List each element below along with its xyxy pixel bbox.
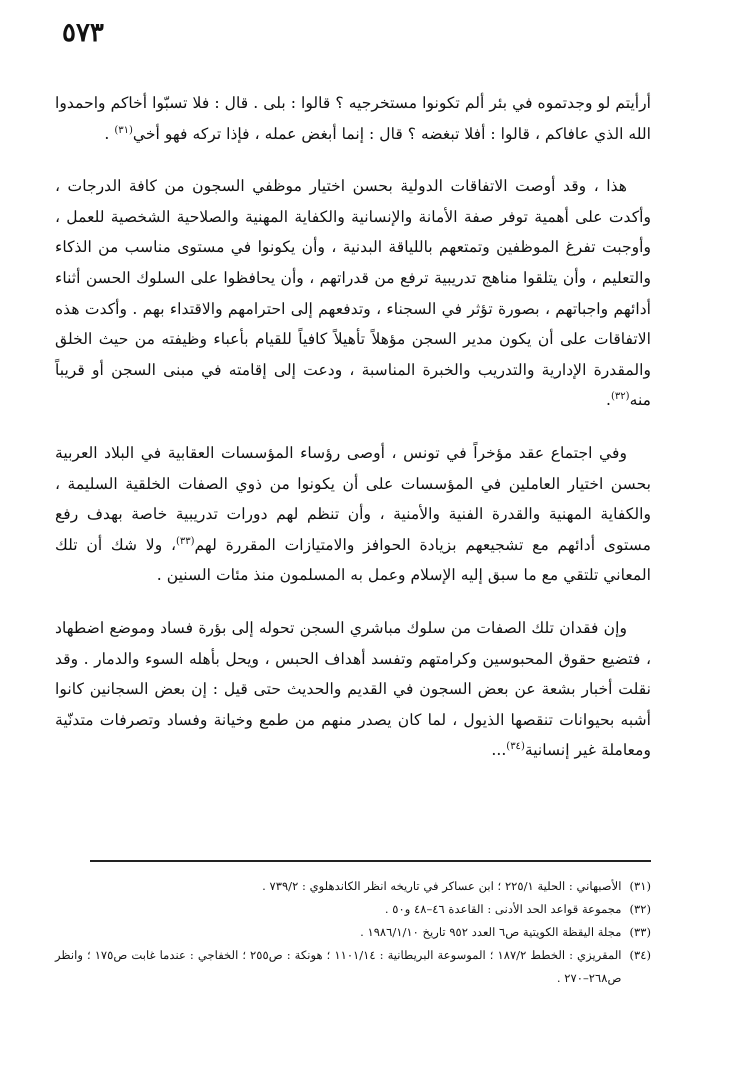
footnote-number: (٣٢)	[629, 902, 651, 916]
footnote-33	[55, 921, 651, 944]
footnote-text: الأصبهاني : الحلية ٢٢٥/١ ؛ ابن عساكر في تاريخه انظر الكاندهلوي : ٧٣٩/٢ .	[262, 879, 622, 893]
footnote-text: مجلة اليقظة الكويتية ص٦ العدد ٩٥٢ تاريخ ١٩٨٦/١/١٠ .	[360, 925, 622, 939]
footnote-number: (٣٣)	[629, 925, 651, 939]
footnote-31	[55, 875, 651, 898]
paragraph-tail: .	[606, 391, 612, 410]
footnote-32	[55, 898, 651, 921]
footnote-text: مجموعة قواعد الحد الأدنى : القاعدة ٤٦–٤٨ و٥٠ .	[384, 902, 622, 916]
paragraph-3	[55, 438, 651, 591]
footnote-34	[55, 944, 651, 990]
paragraph-tail: .	[104, 124, 115, 143]
body-text	[55, 88, 651, 788]
paragraph-text: وإن فقدان تلك الصفات من سلوك مباشري السجن تحوله إلى بؤرة فساد وموضع اضطهاد ، فتضيع حقوق المحبوسين وكرامتهم وتفسد أهداف الحبس ، ويحل بأهله السوء والدمار . وقد نقلت أخبار بشعة عن بعض السجون في القديم والحديث حتى قيل : إن بعض السجانين كانوا أشبه بحيوانات تنقصها الذيول ، لما كان يصدر منهم من طمع وخيانة وفساد وتصرفات متدنّية ومعاملة غير إنسانية	[55, 618, 651, 760]
footnote-text: المقريزي : الخطط ١٨٧/٢ ؛ الموسوعة البريطانية : ١١٠١/١٤ ؛ هونكة : ص٢٥٥ ؛ الخفاجي : عندما غابت ص١٧٥ ؛ وانظر ص٢٦٨–٢٧٠ .	[55, 948, 622, 985]
paragraph-2	[55, 171, 651, 416]
paragraph-4	[55, 613, 651, 766]
paragraph-text: هذا ، وقد أوصت الاتفاقات الدولية بحسن اختيار موظفي السجون من كافة الدرجات ، وأكدت على أهمية توفر صفة الأمانة والإنسانية والكفاية المهنية والصلاحية الشخصية للعمل ، وأوجبت تفرغ الموظفين وتمتعهم باللياقة البدنية ، وأن يكونوا في مستوى مناسب من الذكاء والتعليم ، وأن يتلقوا مناهج تدريبية ترفع من قدراتهم ، وأن يحافظوا على السلوك الحسن أثناء أدائهم واجباتهم ، بصورة تؤثر في السجناء ، وتدفعهم إلى احترامهم والاقتداء بهم . وأكدت هذه الاتفاقات على أن يكون مدير السجن مؤهلاً تأهيلاً كافياً للقيام بأعباء وظيفته من حيث الخلق والمقدرة الإدارية والتدريب والخبرة المناسبة ، ودعت إلى إقامته في مبنى السجن أو قريباً منه	[55, 177, 651, 410]
footnote-number: (٣١)	[629, 879, 651, 893]
footnote-ref-33[interactable]: (٣٣)	[175, 535, 195, 547]
footnotes	[55, 875, 651, 990]
footnote-divider	[90, 860, 651, 862]
paragraph-1	[55, 88, 651, 149]
footnote-ref-32[interactable]: (٣٢)	[611, 391, 630, 403]
footnote-ref-34[interactable]: (٣٤)	[506, 741, 525, 753]
page-number: ٥٧٣	[62, 18, 104, 48]
footnote-ref-31[interactable]: (٣١)	[114, 124, 133, 136]
paragraph-text: وفي اجتماع عقد مؤخراً في تونس ، أوصى رؤساء المؤسسات العقابية في البلاد العربية بحسن اختيار العاملين في المؤسسات على أن يكونوا من ذوي الصفات الخلقية السليمة ، والكفاية المهنية والقدرة الفنية والأمنية ، وأن تنظم لهم دورات تدريبية خاصة بهدف رفع مستوى أدائهم مع تشجيعهم بزيادة الحوافز والامتيازات المقررة لهم	[55, 443, 651, 554]
paragraph-tail: ، ولا شك أن تلك المعاني تلتقي مع ما سبق إليه الإسلام وعمل به المسلمون منذ مئات السنين .	[55, 535, 651, 585]
footnote-number: (٣٤)	[629, 948, 651, 962]
paragraph-text: أرأيتم لو وجدتموه في بئر ألم تكونوا مستخرجيه ؟ قالوا : بلى . قال : فلا تسبّوا أخاكم واحمدوا الله الذي عافاكم ، قالوا : أفلا تبغضه ؟ قال : إنما أبغض عمله ، فإذا تركه فهو أخي	[55, 94, 651, 143]
paragraph-tail: ...	[491, 741, 507, 760]
